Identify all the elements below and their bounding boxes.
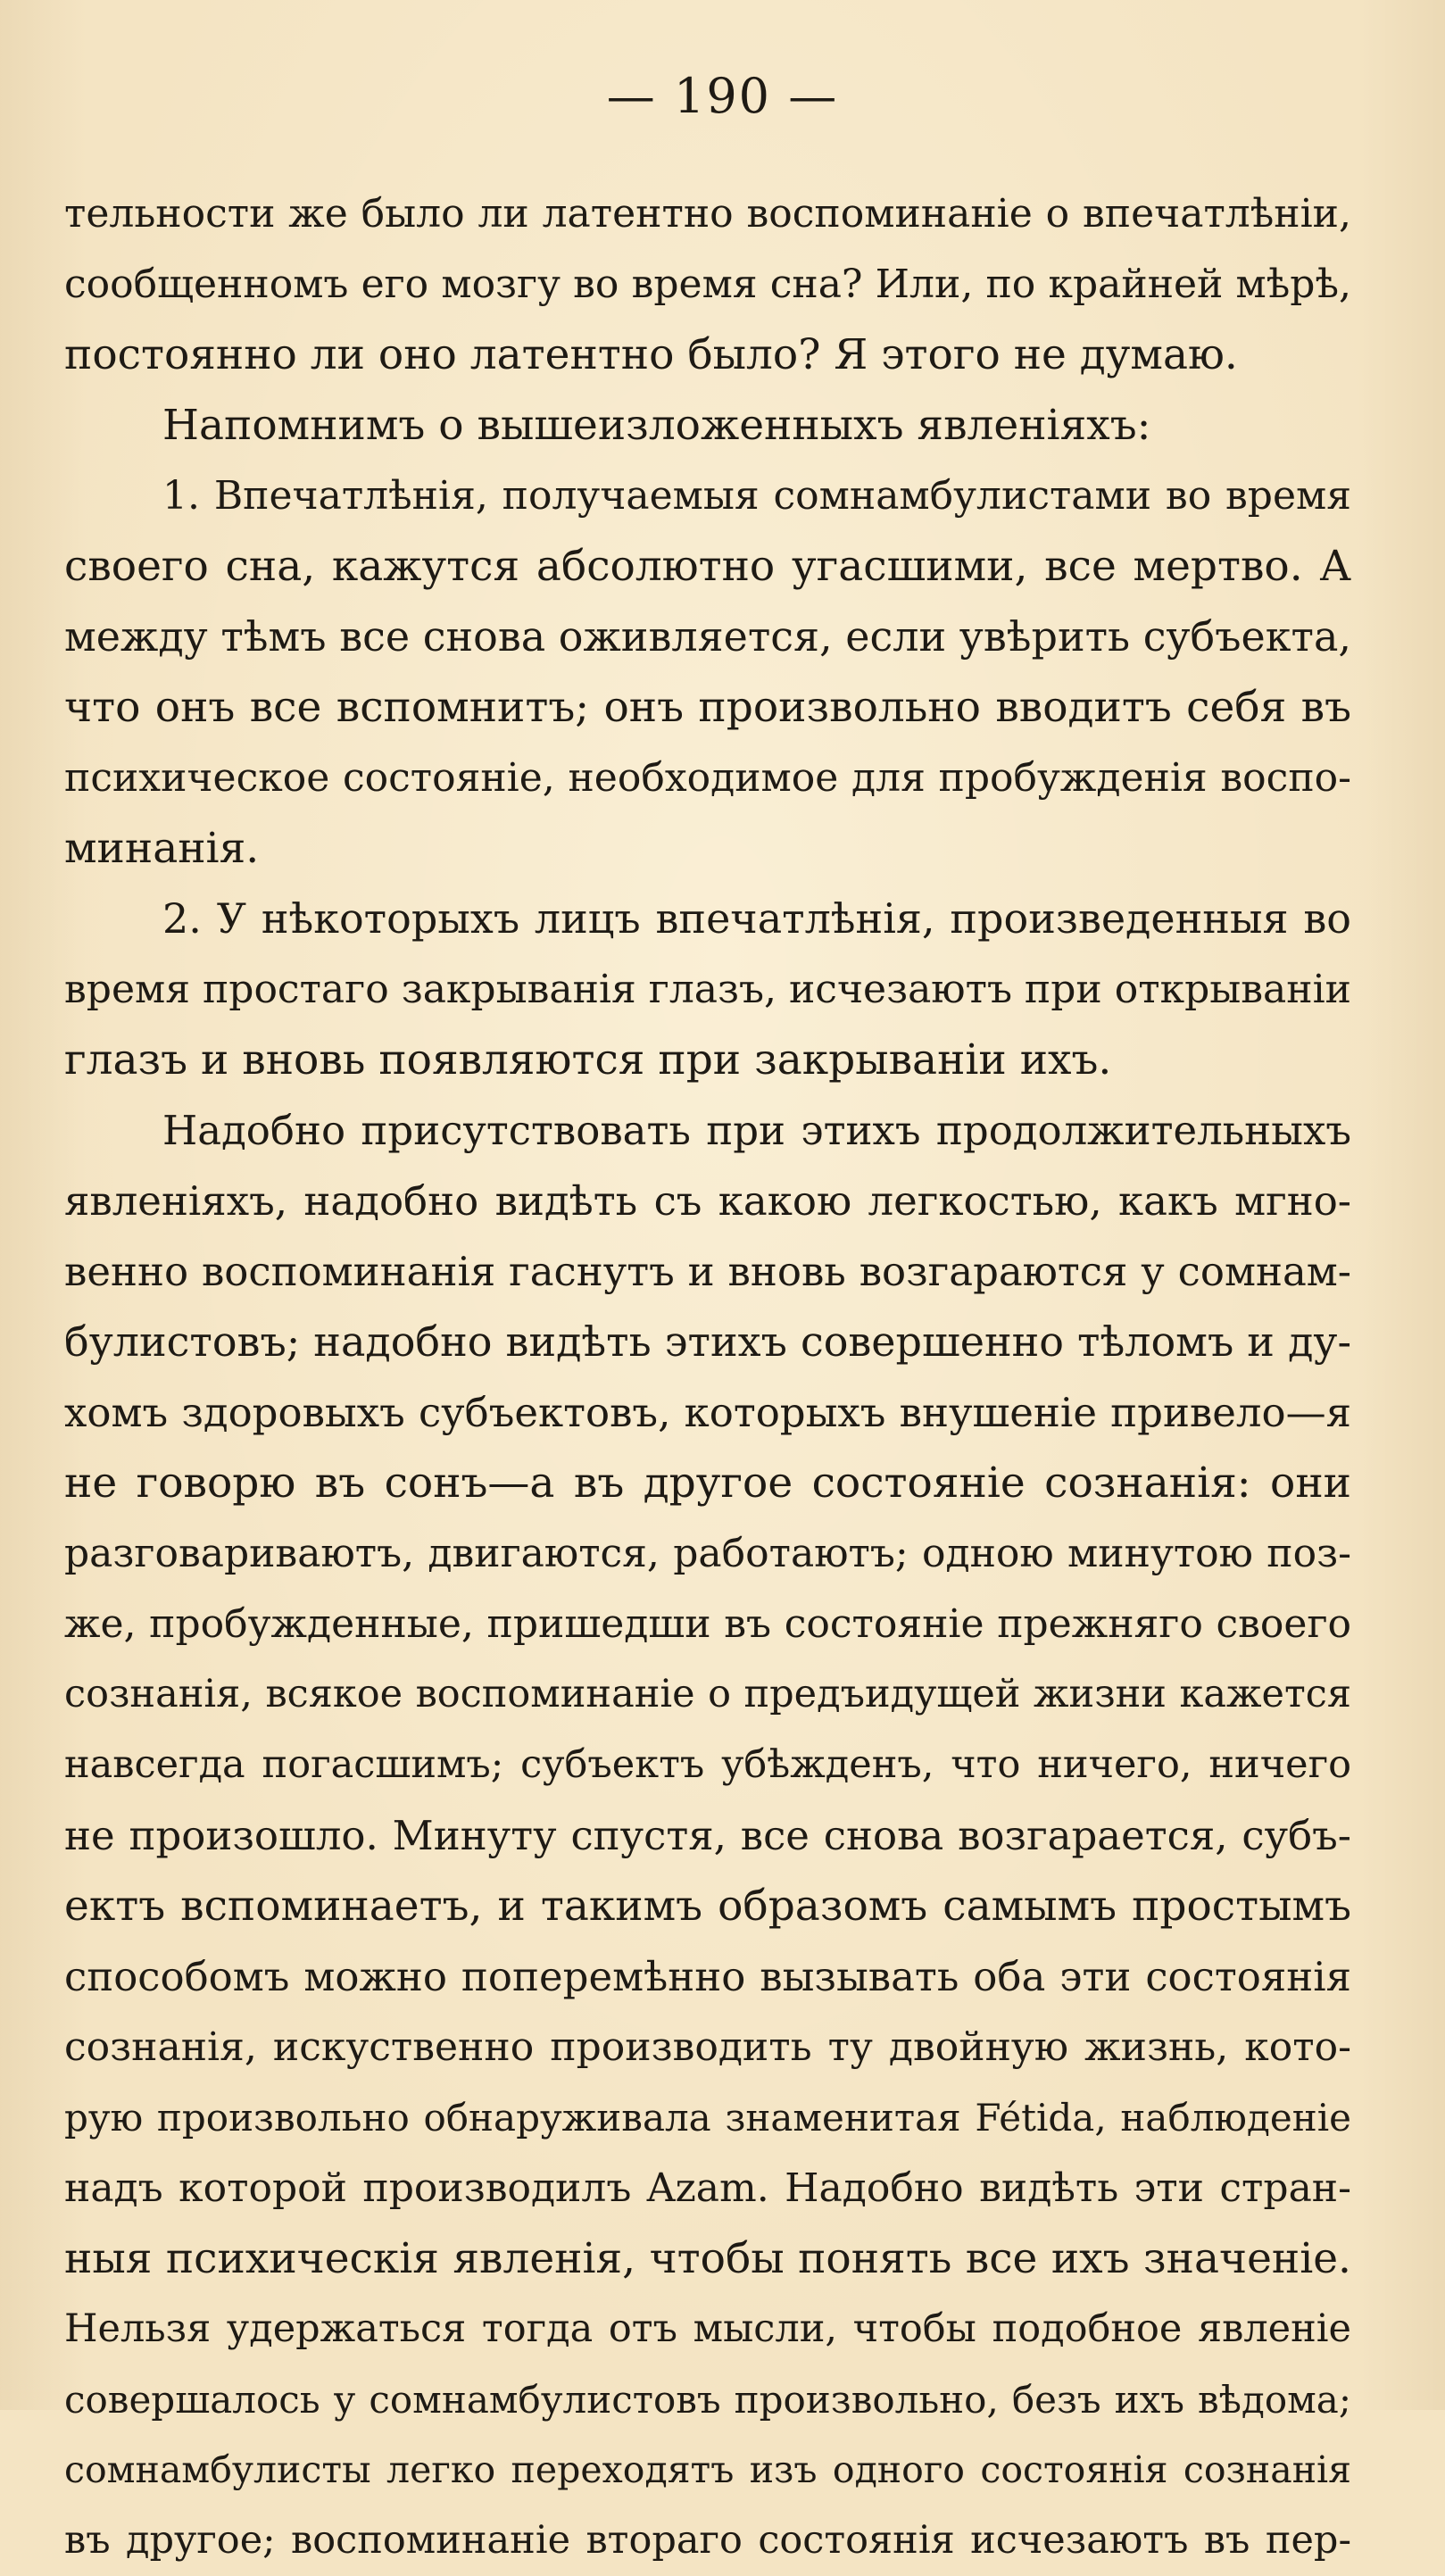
text-line: Нельзя удержаться тогда отъ мысли, чтобы подобное явленіе: [64, 2306, 1351, 2351]
text-line: хомъ здоровыхъ субъектовъ, которыхъ внушеніе привело—я: [64, 1389, 1351, 1436]
text-line: ектъ вспоминаетъ, и такимъ образомъ самымъ простымъ: [64, 1882, 1351, 1931]
text-line: постоянно ли оно латентно было? Я этого не думаю.: [64, 330, 1238, 379]
text-line: 1. Впечатлѣнія, получаемыя сомнамбулистами во время: [162, 473, 1351, 519]
text-line: тельности же было ли латентно воспоминаніе о впечатлѣніи,: [64, 191, 1351, 237]
text-line: навсегда погасшимъ; субъектъ убѣжденъ, что ничего, ничего: [64, 1742, 1351, 1787]
text-line: явленіяхъ, надобно видѣть съ какою легкостью, какъ мгно-: [64, 1177, 1351, 1225]
body-text: [64, 179, 1351, 2576]
text-line: своего сна, кажутся абсолютно угасшими, все мертво. А: [64, 542, 1351, 591]
text-line: же, пробужденные, пришедши въ состояніе прежняго своего: [64, 1601, 1351, 1647]
text-line: не говорю въ сонъ—а въ другое состояніе сознанія: они: [64, 1458, 1351, 1508]
text-line: сообщенномъ его мозгу во время сна? Или, по крайней мѣрѣ,: [64, 262, 1351, 307]
text-line: ныя психическія явленія, чтобы понять все ихъ значеніе.: [64, 2234, 1351, 2283]
text-line: сомнамбулисты легко переходятъ изъ одного состоянія сознанія: [64, 2448, 1351, 2491]
text-line: въ другое; воспоминаніе втораго состоянія исчезаютъ въ пер-: [64, 2518, 1351, 2563]
text-line: глазъ и вновь появляются при закрываніи ихъ.: [64, 1035, 1112, 1084]
text-line: между тѣмъ все снова оживляется, если увѣрить субъекта,: [64, 612, 1351, 661]
text-line: надъ которой производилъ Azam. Надобно видѣть эти стран-: [64, 2165, 1351, 2211]
text-line: не произошло. Минуту спустя, все снова возгарается, субъ-: [64, 1812, 1351, 1859]
text-line: психическое состояніе, необходимое для пробужденія воспо-: [64, 755, 1351, 801]
text-line: Надобно присутствовать при этихъ продолжительныхъ: [162, 1107, 1351, 1154]
text-line: совершалось у сомнамбулистовъ произвольно, безъ ихъ вѣдома;: [64, 2378, 1351, 2422]
text-line: 2. У нѣкоторыхъ лицъ впечатлѣнія, произведенныя во: [162, 894, 1351, 943]
text-line: разговариваютъ, двигаются, работаютъ; одною минутою поз-: [64, 1531, 1351, 1576]
text-line: что онъ все вспомнитъ; онъ произвольно вводитъ себя въ: [64, 683, 1351, 732]
text-line: Напомнимъ о вышеизложенныхъ явленіяхъ:: [162, 401, 1151, 450]
text-line: сознанія, всякое воспоминаніе о предъидущей жизни кажется: [64, 1672, 1351, 1716]
text-line: булистовъ; надобно видѣть этихъ совершенно тѣломъ и ду-: [64, 1317, 1351, 1366]
text-line: сознанія, искуственно производить ту двойную жизнь, кото-: [64, 2024, 1351, 2070]
page-number: — 190 —: [606, 68, 839, 124]
text-line: рую произвольно обнаруживала знаменитая Fétida, наблюденіе: [64, 2096, 1351, 2140]
text-line: способомъ можно поперемѣнно вызывать оба эти состоянія: [64, 1953, 1351, 2000]
text-line: венно воспоминанія гаснутъ и вновь возгараются у сомнам-: [64, 1248, 1351, 1295]
text-line: время простаго закрыванія глазъ, исчезаютъ при открываніи: [64, 967, 1351, 1012]
text-line: минанія.: [64, 824, 260, 873]
